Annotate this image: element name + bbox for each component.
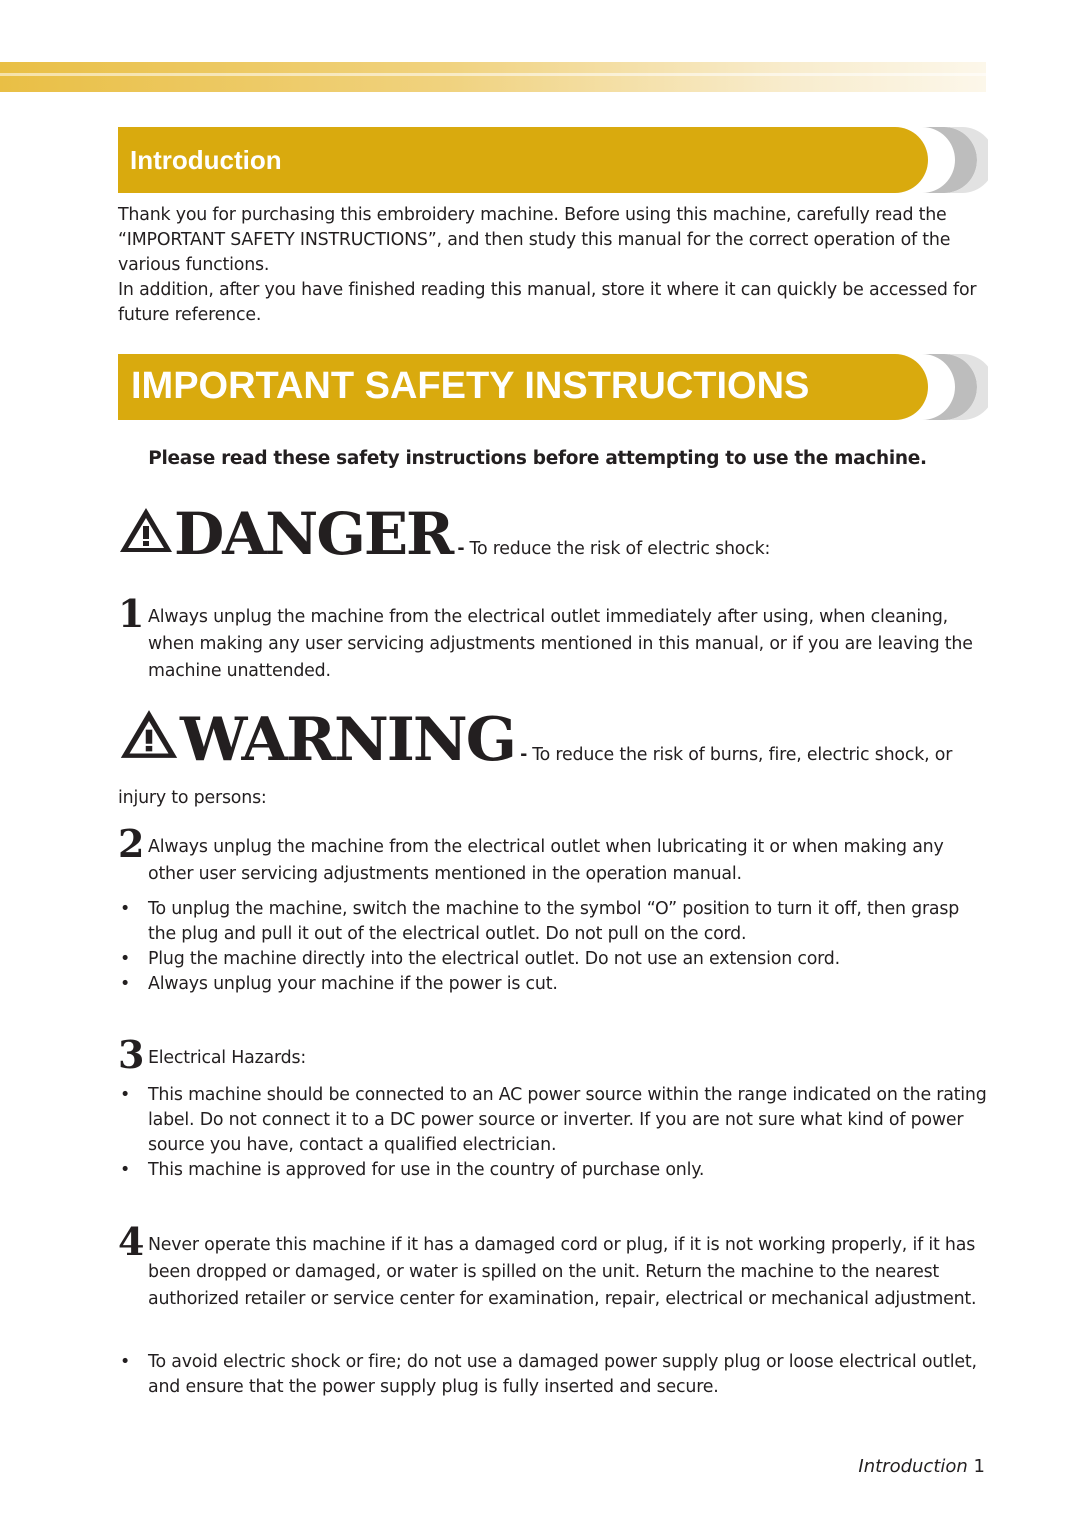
chevron-decoration-icon [922,354,988,420]
intro-paragraph-1: Thank you for purchasing this embroidery machine. Before using this machine, carefully read the “IMPORTANT SAFETY INSTRUCTIONS”, and then study this manual for the correct operation of the various functions. [118,205,951,275]
footer-section-name: Introduction [858,1456,968,1477]
chevron-decoration-icon [922,127,988,193]
bullet: • [120,1352,131,1372]
list-item: • To avoid electric shock or fire; do not use a damaged power supply plug or loose electrical outlet, and ensure that the power supply plug is fully inserted and secure. [120,1352,977,1397]
section-heading-introduction: Introduction [118,127,928,193]
item-text: Electrical Hazards: [148,1048,306,1068]
danger-word: DANGER [174,500,453,568]
safety-item-4 [118,1219,988,1313]
bullet: • [120,1160,131,1180]
item-number: 3 [118,1032,145,1077]
intro-paragraph-2: In addition, after you have finished reading this manual, store it where it can quickly be accessed for future reference. [118,280,977,325]
danger-text: To reduce the risk of electric shock: [469,539,771,559]
warning-text-continued: injury to persons: [118,788,267,808]
list-item: • This machine should be connected to an AC power source within the range indicated on the rating label. Do not connect it to a DC power source or inverter. If you are not sure what kind of power source you have, contact a qualified electrician. [120,1085,987,1155]
bullet: • [120,974,131,994]
danger-dash: - [457,539,465,559]
warning-word: WARNING [180,705,515,775]
item-text: Always unplug the machine from the electrical outlet when lubricating it or when making any other user servicing adjustments mentioned in the operation manual. [148,837,944,884]
item-number: 4 [118,1219,145,1264]
list-item: • To unplug the machine, switch the machine to the symbol “O” position to turn it off, then grasp the plug and pull it out of the electrical outlet. Do not pull on the cord. [120,899,960,944]
bullet: • [120,899,131,919]
bullet: • [120,1085,131,1105]
item-3-bullets [118,1083,988,1183]
safety-lead-text: Please read these safety instructions before attempting to use the machine. [148,448,927,469]
hazard-triangle-icon [118,708,180,760]
item-number: 1 [118,591,145,636]
warning-dash: - [520,745,528,765]
list-item: • This machine is approved for use in the country of purchase only. [118,1158,988,1183]
header-band [0,62,986,92]
item-text: Always unplug the machine from the electrical outlet immediately after using, when cleaning, when making any user servicing adjustments mentioned in this manual, or if you are leaving the machine unattended. [148,607,973,681]
bullet: • [120,949,131,969]
warning-heading [118,705,988,775]
list-item: • Plug the machine directly into the electrical outlet. Do not use an extension cord. [118,947,988,972]
page-footer [858,1456,985,1477]
safety-item-2 [118,821,988,888]
warning-text: To reduce the risk of burns, fire, electric shock, or [532,745,953,765]
danger-heading [118,500,988,568]
item-number: 2 [118,821,145,866]
hazard-triangle-icon [118,506,174,554]
item-2-bullets [118,897,988,997]
section-heading-safety: IMPORTANT SAFETY INSTRUCTIONS [118,354,928,420]
safety-item-1 [118,591,988,685]
safety-item-3 [118,1032,988,1077]
item-4-bullets [118,1350,988,1400]
list-item: • Always unplug your machine if the power is cut. [118,972,988,997]
page-number: 1 [973,1456,985,1477]
item-text: Never operate this machine if it has a damaged cord or plug, if it is not working properly, if it has been dropped or damaged, or water is spilled on the unit. Return the machine to the nearest authorized retailer or service center for examination, repair, electrical or mechanical adjustment. [148,1235,977,1309]
